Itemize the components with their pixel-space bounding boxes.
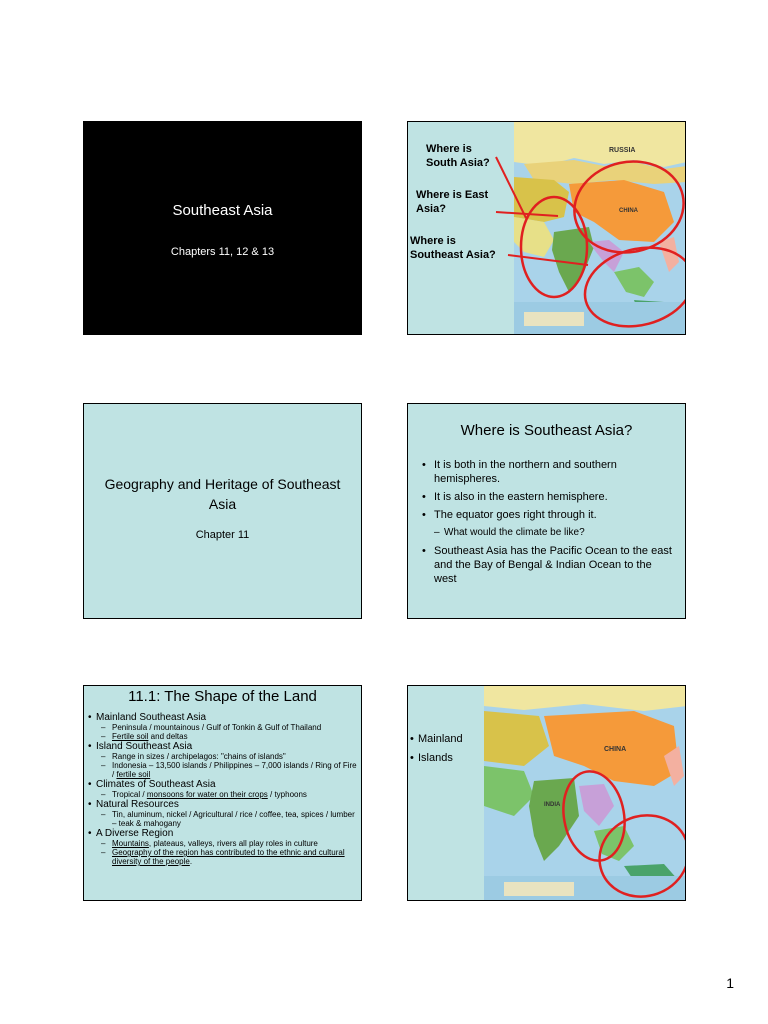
slide-1-subtitle: Chapters 11, 12 & 13 (170, 246, 275, 258)
asia-map-image (484, 686, 686, 901)
slide-4 (407, 403, 686, 619)
slide-2 (407, 121, 686, 335)
bullet-item: • Southeast Asia has the Pacific Ocean to the east and the Bay of Bengal & Indian Ocean to the west (422, 544, 675, 586)
sub-bullet-item (88, 848, 357, 866)
bullet-item: • Mainland (410, 730, 463, 749)
question-east-asia: Where is East Asia? (416, 189, 489, 215)
text-span: monsoons for water on their crops (146, 790, 268, 799)
sub-bullet-item: – Peninsula / mountainous / Gulf of Tonkin & Gulf of Thailand (88, 723, 357, 732)
bullet-item: • A Diverse Region (88, 828, 357, 839)
slide-3 (83, 403, 362, 619)
slide-3-subtitle: Chapter 11 (195, 529, 250, 541)
sub-bullet-item: – Tin, aluminum, nickel / Agricultural / rice / coffee, tea, spices / lumber – teak & mahogany (88, 810, 357, 828)
slide-4-bullets (422, 458, 675, 590)
bullet-item: • Mainland Southeast Asia (88, 712, 357, 723)
sub-bullet-item: – Range in sizes / archipelagos: "chains of islands" (88, 752, 357, 761)
slide-5-title: 11.1: The Shape of the Land (128, 688, 317, 705)
bullet-item: • Climates of Southeast Asia (88, 779, 357, 790)
map-label-russia: RUSSIA (609, 147, 636, 154)
text-span: Geography of the region has contributed to the ethnic and cultural diversity of the people (112, 848, 345, 866)
slide-1-title: Southeast Asia (172, 202, 273, 219)
sub-bullet-item: – What would the climate be like? (422, 526, 675, 540)
slide-1 (83, 121, 362, 335)
text-span: Indonesia – 13,500 islands / Philippines – 7,000 islands / Ring of Fire / (112, 761, 357, 779)
slide-6 (407, 685, 686, 901)
slide-4-title: Where is Southeast Asia? (460, 422, 633, 439)
text-span: Tropical / (112, 790, 147, 799)
slide-3-title: Geography and Heritage of Southeast Asia (104, 476, 341, 512)
text-span: Mountains (112, 839, 149, 848)
bullet-item: • It is also in the eastern hemisphere. (422, 490, 675, 504)
bullet-item: • It is both in the northern and southern hemispheres. (422, 458, 675, 486)
sub-bullet-item (88, 761, 357, 779)
text-span: / typhoons (267, 790, 307, 799)
text-span: Fertile soil (112, 732, 149, 741)
question-southeast-asia: Where is Southeast Asia? (410, 235, 496, 261)
question-south-asia: Where is South Asia? (426, 143, 490, 169)
sub-bullet-item (88, 732, 357, 741)
slide-6-bullets (410, 730, 463, 768)
text-span: fertile soil (116, 770, 151, 779)
text-span: . (189, 857, 193, 866)
sub-bullet-item (88, 839, 357, 848)
slide-5-body (88, 712, 357, 866)
bullet-item: • Islands (410, 749, 463, 768)
sub-bullet-item (88, 790, 357, 799)
page-number: 1 (726, 975, 734, 991)
bullet-item: • Natural Resources (88, 799, 357, 810)
map-label-india: INDIA (544, 802, 561, 808)
bullet-item: • The equator goes right through it. (422, 508, 675, 522)
text-span: , plateaus, valleys, rivers all play roles in culture (148, 839, 318, 848)
map-label-china: CHINA (619, 208, 638, 214)
text-span: and deltas (148, 732, 188, 741)
bullet-item: • Island Southeast Asia (88, 741, 357, 752)
map-label-china: CHINA (604, 746, 627, 753)
slide-5 (83, 685, 362, 901)
